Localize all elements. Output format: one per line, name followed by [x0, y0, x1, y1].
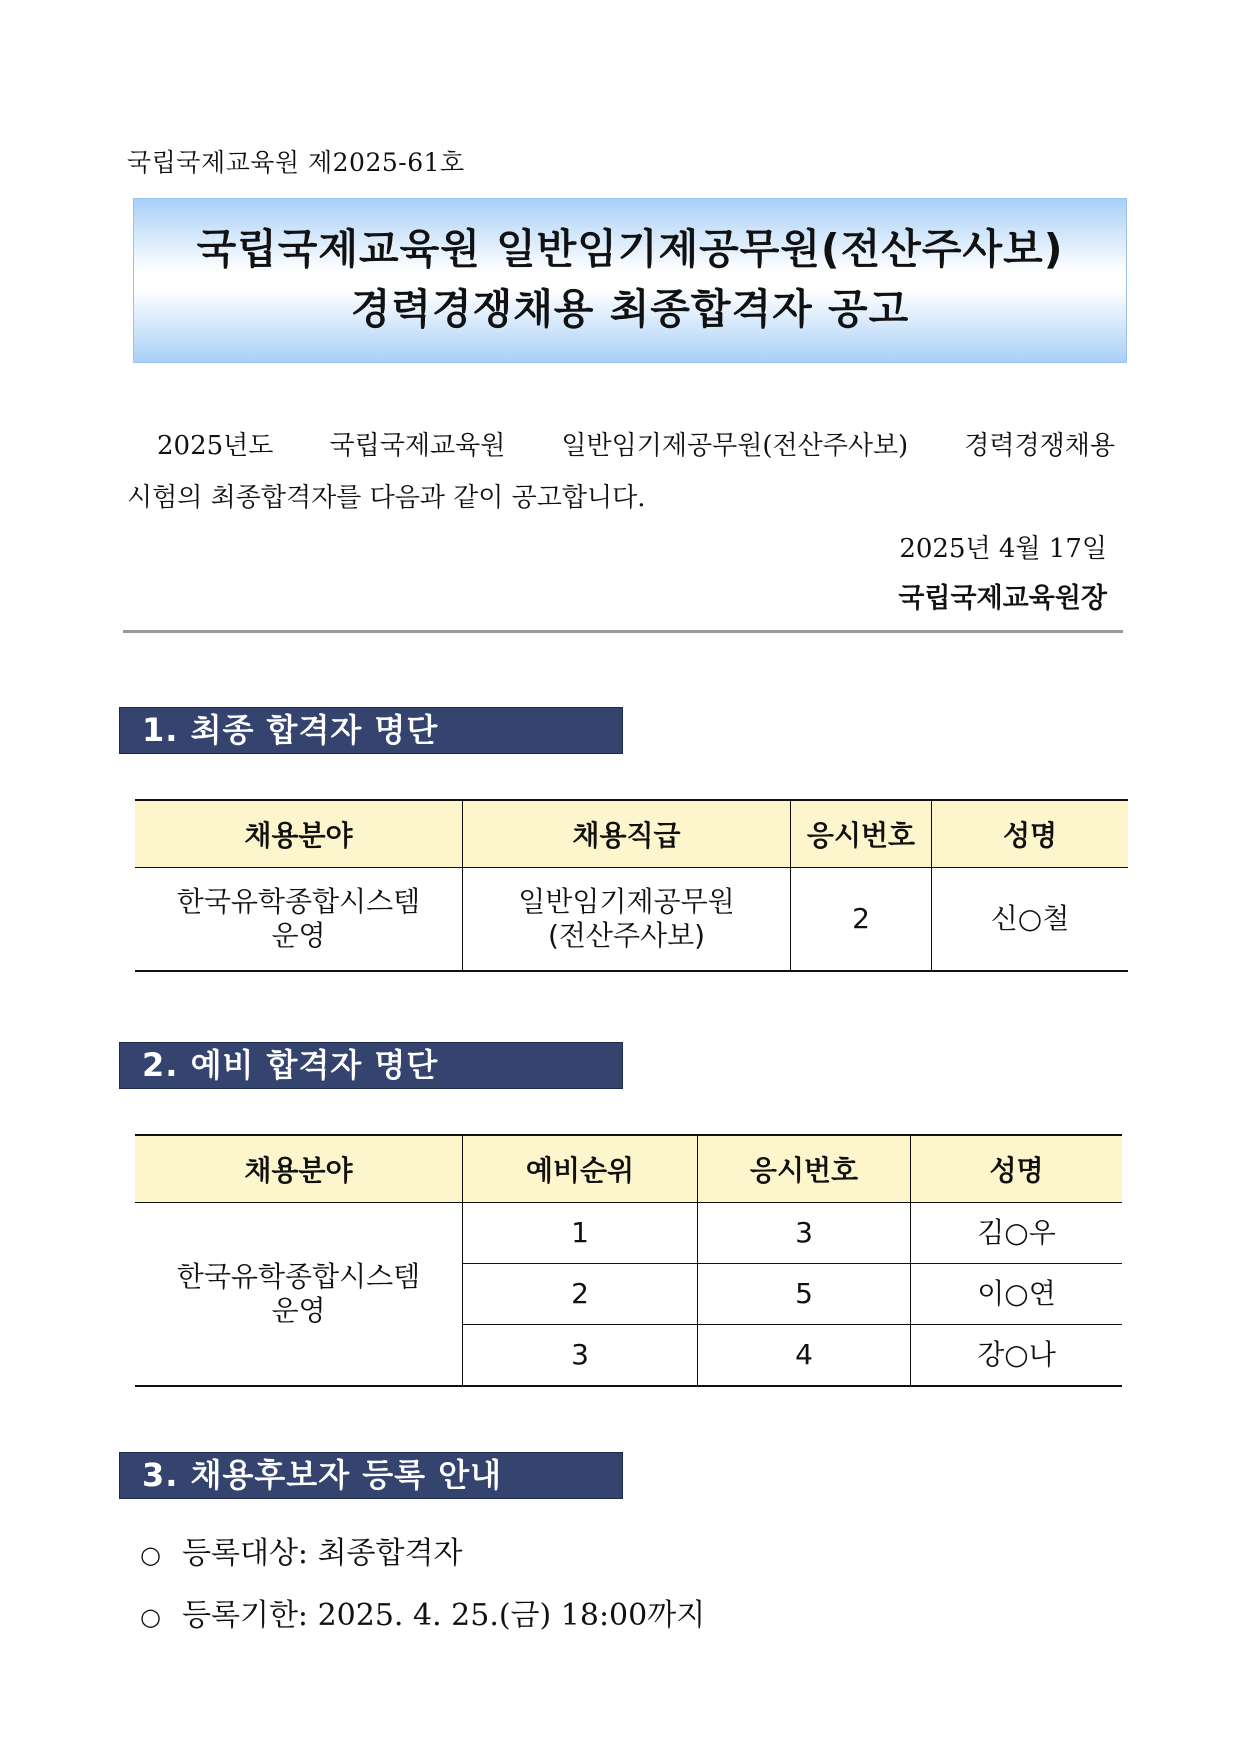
intro-paragraph [127, 420, 1115, 524]
cell-field-line-2: 운영 [271, 919, 326, 952]
cell-rank-line-1: 일반임기제공무원 [518, 885, 735, 918]
section-3-heading: 3. 채용후보자 등록 안내 [119, 1452, 623, 1499]
table-row [135, 1203, 1122, 1264]
cell-field-line-2: 운영 [271, 1294, 326, 1327]
final-passers-table [135, 799, 1128, 972]
col-header-name: 성명 [932, 800, 1129, 868]
document-number: 국립국제교육원 제2025-61호 [127, 148, 465, 177]
col-header-number: 응시번호 [791, 800, 932, 868]
intro-line-1: 2025년도 국립국제교육원 일반임기제공무원(전산주사보) 경력경쟁채용 [157, 431, 1115, 461]
col-header-number: 응시번호 [698, 1135, 911, 1203]
cell-order: 3 [463, 1325, 698, 1387]
announcement-date: 2025년 4월 17일 [899, 534, 1107, 564]
table-header-row [135, 800, 1128, 868]
cell-rank [463, 868, 791, 972]
title-line-1: 국립국제교육원 일반임기제공무원(전산주사보) [196, 225, 1064, 273]
cell-order: 1 [463, 1203, 698, 1264]
cell-field [135, 1203, 463, 1387]
registration-deadline [140, 1590, 705, 1634]
table-row [135, 868, 1128, 972]
cell-number: 2 [791, 868, 932, 972]
circle-bullet-icon: ○ [140, 1541, 161, 1569]
cell-field-line-1: 한국유학종합시스템 [176, 1260, 421, 1293]
circle-bullet-icon: ○ [140, 1603, 161, 1631]
cell-order: 2 [463, 1264, 698, 1325]
cell-field [135, 868, 463, 972]
col-header-name: 성명 [911, 1135, 1123, 1203]
cell-field-line-1: 한국유학종합시스템 [176, 885, 421, 918]
section-1-heading: 1. 최종 합격자 명단 [119, 707, 623, 754]
cell-name: 신○철 [932, 868, 1129, 972]
registration-deadline-text: 등록기한: 2025. 4. 25.(금) 18:00까지 [182, 1598, 706, 1633]
cell-number: 3 [698, 1203, 911, 1264]
registration-target [140, 1528, 462, 1572]
intro-line-2: 시험의 최종합격자를 다음과 같이 공고합니다. [127, 483, 646, 513]
cell-rank-line-2: (전산주사보) [547, 919, 706, 952]
cell-number: 4 [698, 1325, 911, 1387]
col-header-field: 채용분야 [135, 800, 463, 868]
cell-name: 김○우 [911, 1203, 1123, 1264]
title-banner [133, 198, 1127, 363]
divider [123, 630, 1123, 633]
reserve-passers-table [135, 1134, 1122, 1387]
col-header-rank: 채용직급 [463, 800, 791, 868]
cell-number: 5 [698, 1264, 911, 1325]
registration-target-text: 등록대상: 최종합격자 [182, 1536, 463, 1571]
issuer: 국립국제교육원장 [898, 583, 1107, 614]
table-header-row [135, 1135, 1122, 1203]
col-header-order: 예비순위 [463, 1135, 698, 1203]
title-line-2: 경력경쟁채용 최종합격자 공고 [350, 285, 910, 333]
cell-name: 이○연 [911, 1264, 1123, 1325]
cell-name: 강○나 [911, 1325, 1123, 1387]
col-header-field: 채용분야 [135, 1135, 463, 1203]
section-2-heading: 2. 예비 합격자 명단 [119, 1042, 623, 1089]
